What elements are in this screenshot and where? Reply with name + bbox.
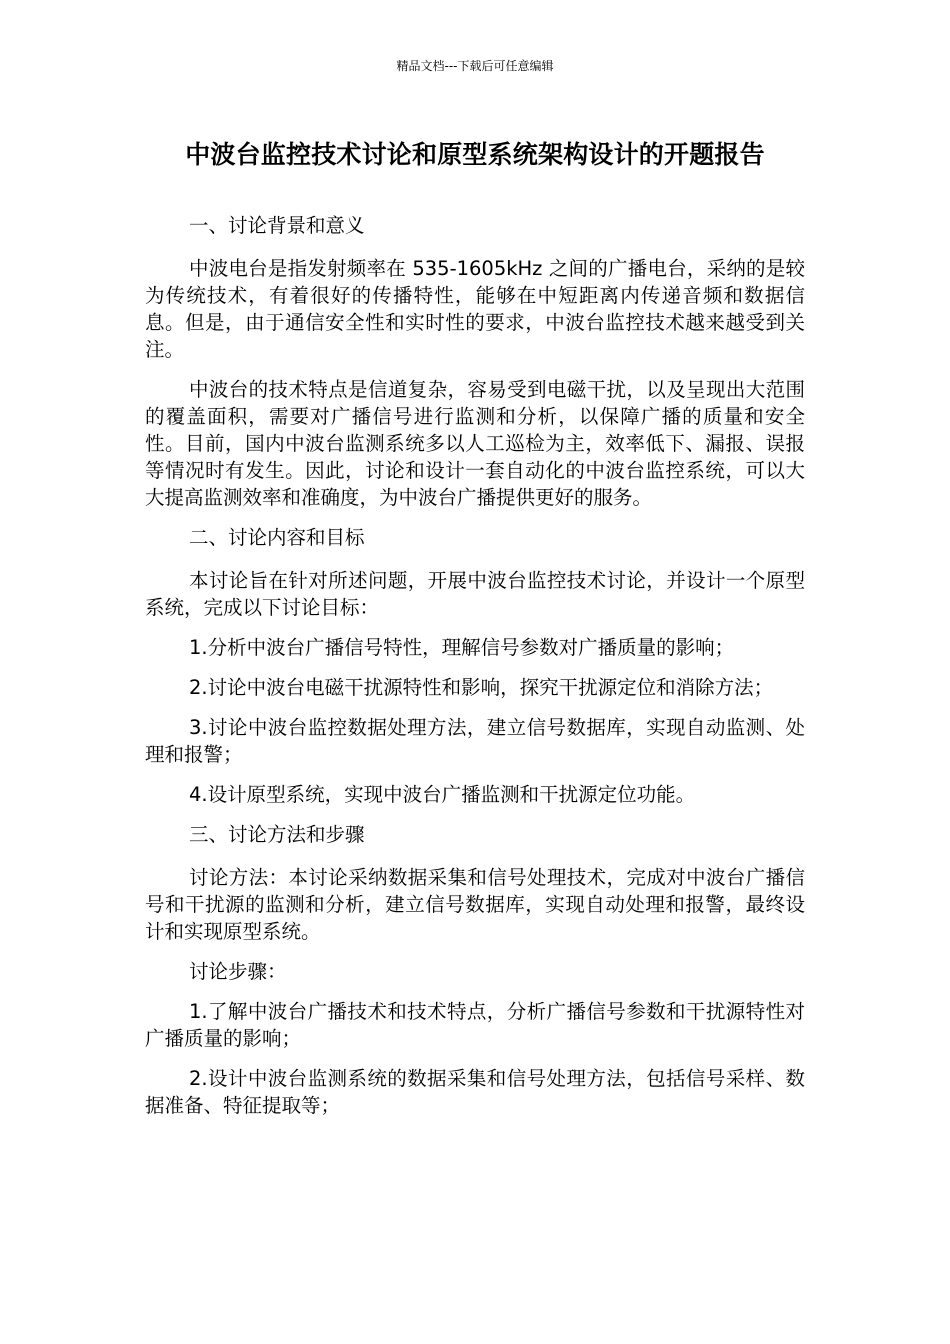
section-heading-methods: 三、讨论方法和步骤 <box>189 823 365 846</box>
goal-item-1: 1.分析中波台广播信号特性，理解信号参数对广播质量的影响； <box>189 636 735 659</box>
step-item-1: 1.了解中波台广播技术和技术特点，分析广播信号参数和干扰源特性对广播质量的影响； <box>145 1000 805 1050</box>
document-body <box>145 212 805 1132</box>
step-item-2: 2.设计中波台监测系统的数据采集和信号处理方法，包括信号采样、数据准备、特征提取等； <box>145 1067 805 1117</box>
document-title: 中波台监控技术讨论和原型系统架构设计的开题报告 <box>185 140 765 169</box>
section-heading-background: 一、讨论背景和意义 <box>189 214 365 237</box>
goal-item-3: 3.讨论中波台监控数据处理方法，建立信号数据库，实现自动监测、处理和报警； <box>145 716 805 766</box>
section-heading-content-goals: 二、讨论内容和目标 <box>189 526 365 549</box>
paragraph-content-intro: 本讨论旨在针对所述问题，开展中波台监控技术讨论，并设计一个原型系统，完成以下讨论目标： <box>145 569 805 619</box>
paragraph-background-2: 中波台的技术特点是信道复杂，容易受到电磁干扰，以及呈现出大范围的覆盖面积，需要对广播信号进行监测和分析，以保障广播的质量和安全性。目前，国内中波台监测系统多以人工巡检为主，效率低下、漏报、误报等情况时有发生。因此，讨论和设计一套自动化的中波台监控系统，可以大大提高监测效率和准确度，为中波台广播提供更好的服务。 <box>145 378 805 509</box>
paragraph-steps-label: 讨论步骤： <box>189 960 287 983</box>
goal-item-2: 2.讨论中波台电磁干扰源特性和影响，探究干扰源定位和消除方法； <box>189 676 774 699</box>
goal-item-4: 4.设计原型系统，实现中波台广播监测和干扰源定位功能。 <box>189 783 696 806</box>
paragraph-background-1: 中波电台是指发射频率在 535-1605kHz 之间的广播电台，采纳的是较为传统技术，有着很好的传播特性，能够在中短距离内传递音频和数据信息。但是，由于通信安全性和实时性的要求，中波台监控技术越来越受到关注。 <box>145 257 805 361</box>
paragraph-methods: 讨论方法：本讨论采纳数据采集和信号处理技术，完成对中波台广播信号和干扰源的监测和分析，建立信号数据库，实现自动处理和报警，最终设计和实现原型系统。 <box>145 866 805 943</box>
page-header: 精品文档---下载后可任意编辑 <box>396 59 554 73</box>
